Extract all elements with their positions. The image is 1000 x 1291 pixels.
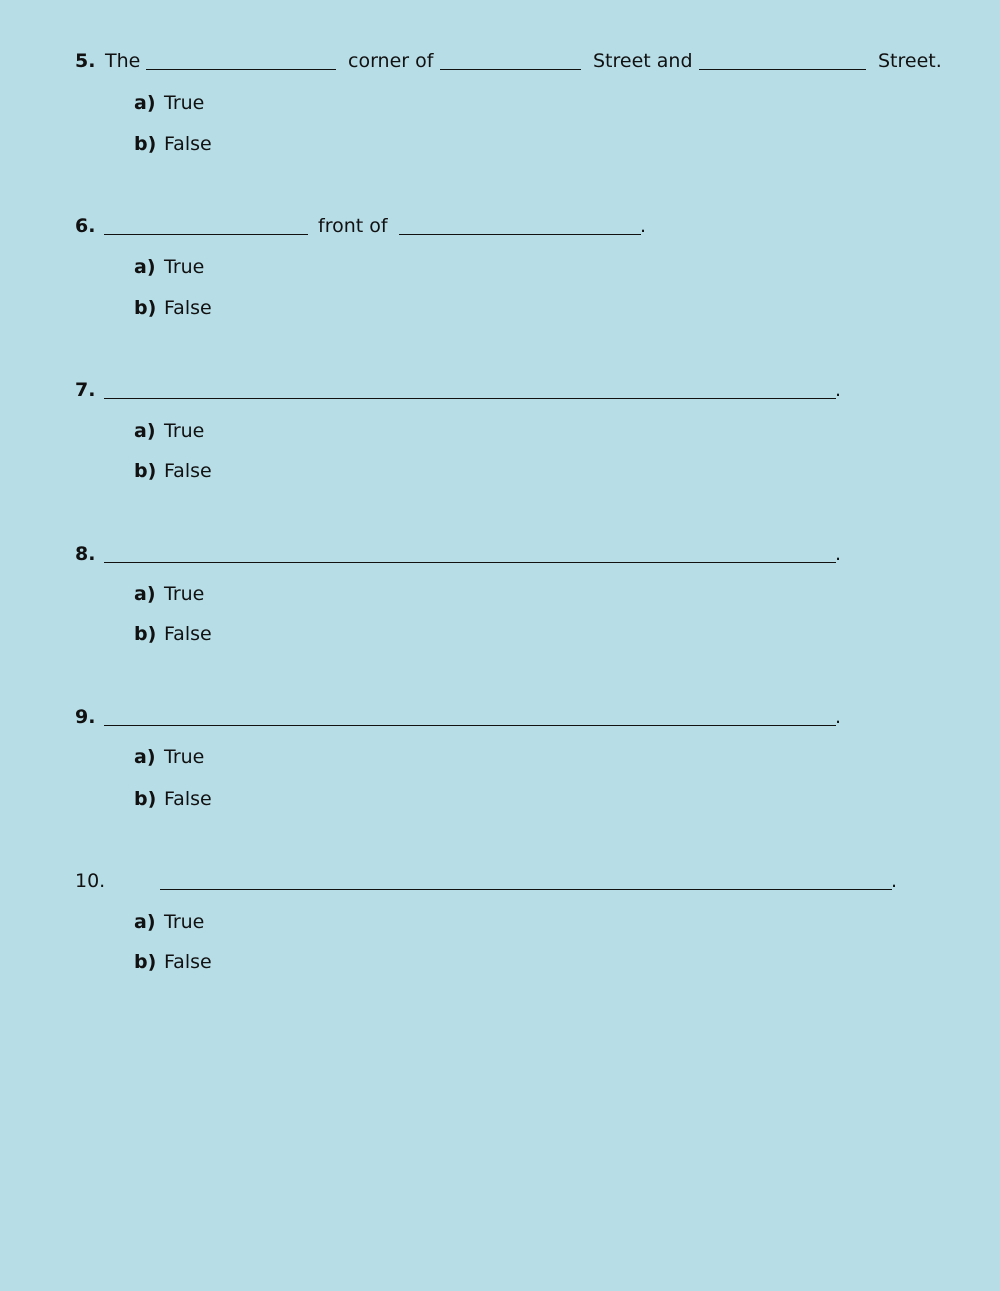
option-label: False [164,460,212,482]
question-text: front of [318,215,388,237]
answer-blank[interactable] [699,69,866,70]
option-true[interactable] [134,253,204,281]
answer-blank[interactable] [104,398,836,399]
option-label: True [164,911,205,933]
question-text: The [105,50,141,72]
question-5 [75,47,945,75]
option-false[interactable] [134,457,212,485]
answer-blank[interactable] [104,234,308,235]
option-label: True [164,583,205,605]
question-number: 6. [75,215,96,237]
question-6 [75,212,675,240]
option-letter: a) [134,583,156,605]
option-letter: a) [134,92,156,114]
option-label: True [164,92,205,114]
question-number: 10. [75,870,106,892]
question-9 [75,703,855,731]
question-number: 7. [75,379,96,401]
option-label: True [164,420,205,442]
option-letter: b) [134,951,157,973]
question-text: . [835,543,842,565]
option-false[interactable] [134,785,212,813]
option-letter: b) [134,460,157,482]
question-number: 8. [75,543,96,565]
option-label: False [164,951,212,973]
answer-blank[interactable] [104,562,836,563]
answer-blank[interactable] [399,234,641,235]
option-letter: a) [134,746,156,768]
question-text: . [891,870,898,892]
option-true[interactable] [134,908,204,936]
option-false[interactable] [134,130,212,158]
option-true[interactable] [134,580,204,608]
question-text: Street and [593,50,693,72]
question-text: . [640,215,647,237]
option-label: False [164,788,212,810]
answer-blank[interactable] [104,725,836,726]
answer-blank[interactable] [146,69,336,70]
question-number: 5. [75,50,96,72]
option-true[interactable] [134,743,204,771]
option-letter: a) [134,420,156,442]
option-false[interactable] [134,294,212,322]
answer-blank[interactable] [440,69,581,70]
option-false[interactable] [134,948,212,976]
option-label: False [164,133,212,155]
option-label: False [164,623,212,645]
option-letter: b) [134,133,157,155]
question-7 [75,376,855,404]
answer-blank[interactable] [160,889,892,890]
option-false[interactable] [134,620,212,648]
question-10 [75,867,905,895]
question-text: . [835,379,842,401]
question-8 [75,540,855,568]
option-letter: b) [134,623,157,645]
question-text: Street. [878,50,942,72]
option-label: True [164,256,205,278]
option-label: False [164,297,212,319]
question-text: . [835,706,842,728]
option-true[interactable] [134,417,204,445]
option-true[interactable] [134,89,204,117]
question-number: 9. [75,706,96,728]
option-letter: a) [134,911,156,933]
option-letter: a) [134,256,156,278]
option-letter: b) [134,297,157,319]
option-letter: b) [134,788,157,810]
question-text: corner of [348,50,434,72]
option-label: True [164,746,205,768]
